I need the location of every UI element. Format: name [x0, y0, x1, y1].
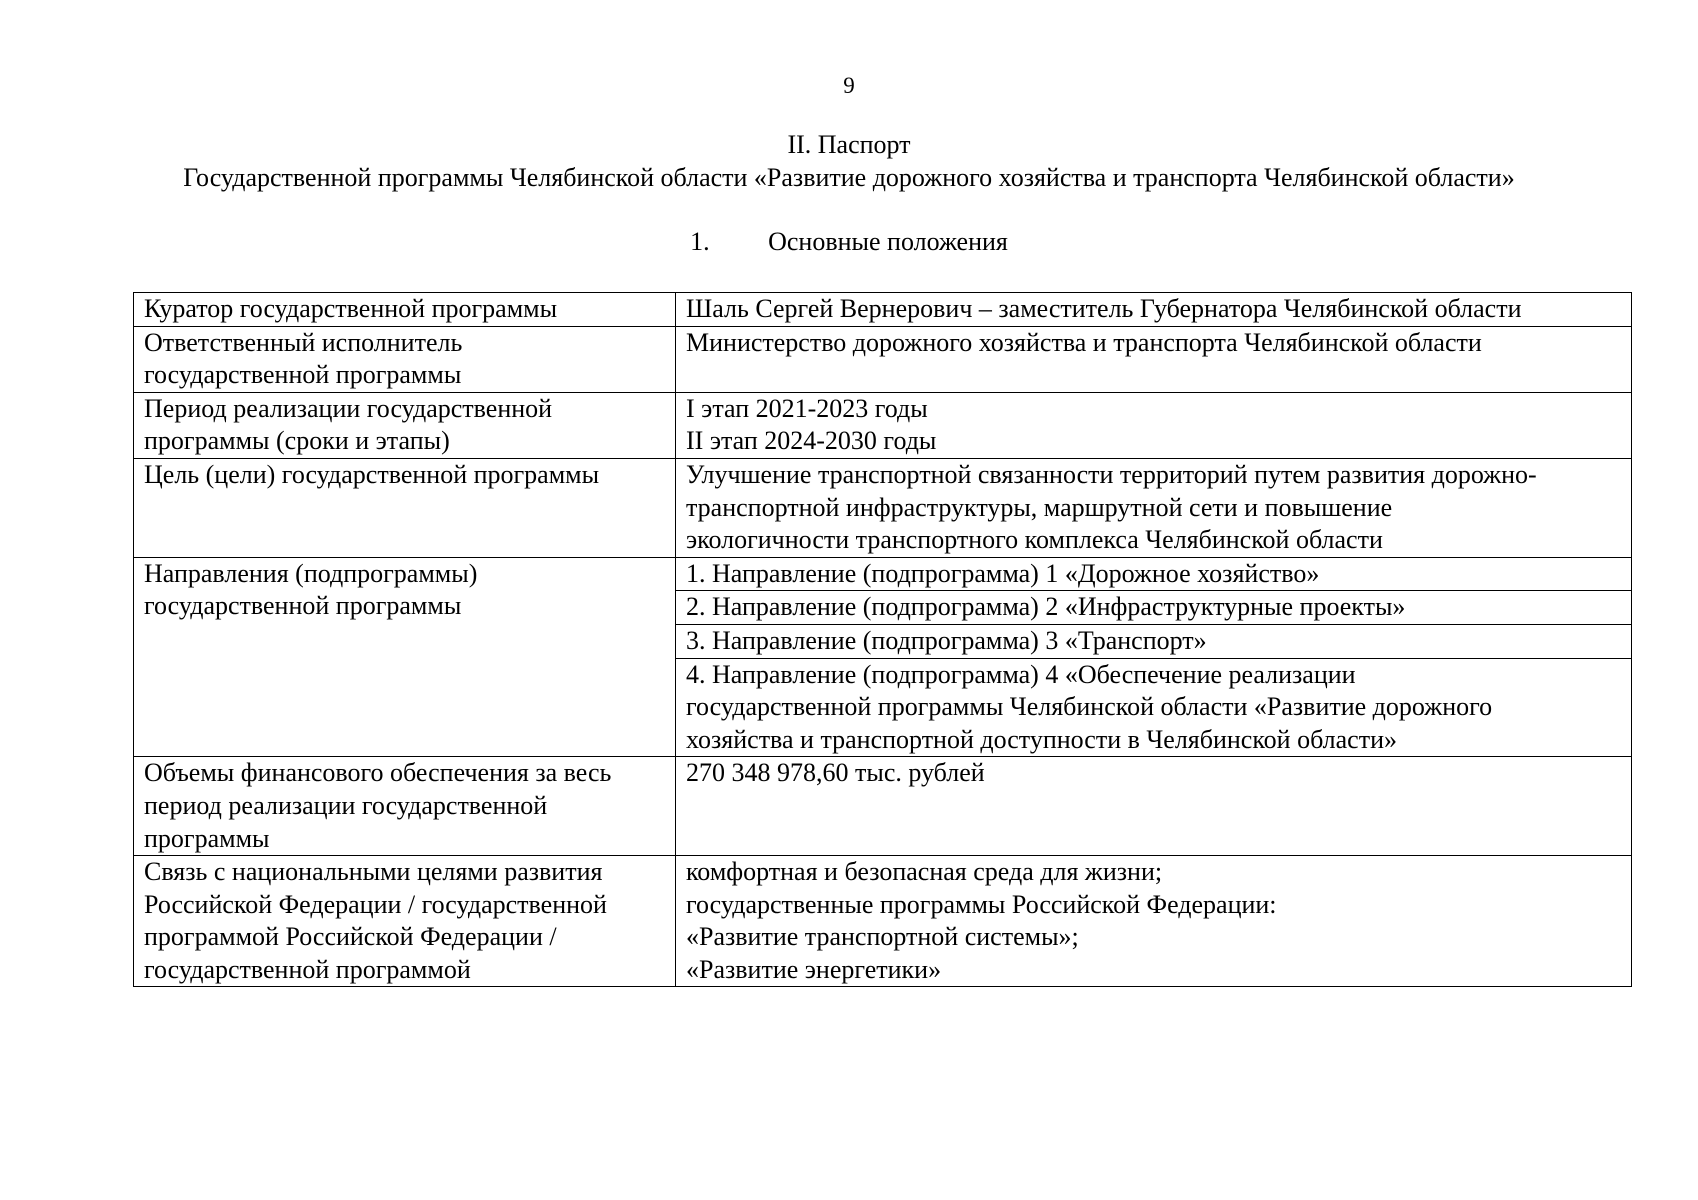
table-row: [134, 757, 1632, 856]
curator-value: Шаль Сергей Вернерович – заместитель Губернатора Челябинской области: [676, 293, 1632, 327]
table-row: [134, 458, 1632, 557]
section-title: Основные положения: [768, 227, 1008, 256]
passport-table: [133, 292, 1632, 987]
section-number: 1.: [690, 227, 710, 256]
curator-label: Куратор государственной программы: [134, 293, 676, 327]
period-value: I этап 2021-2023 годы II этап 2024-2030 годы: [676, 392, 1632, 458]
direction-3: 3. Направление (подпрограмма) 3 «Транспорт»: [676, 624, 1632, 658]
funding-label: Объемы финансового обеспечения за весь период реализации государственной программы: [134, 757, 676, 856]
goal-label: Цель (цели) государственной программы: [134, 458, 676, 557]
executor-value: Министерство дорожного хозяйства и транспорта Челябинской области: [676, 326, 1632, 392]
page-number: 9: [843, 73, 855, 98]
goal-value: Улучшение транспортной связанности территорий путем развития дорожно- транспортной инфраструктуры, маршрутной сети и повышение экологичности транспортного комплекса Челябинской области: [676, 458, 1632, 557]
links-value: комфортная и безопасная среда для жизни; государственные программы Российской Федерации: «Развитие транспортной системы»; «Развитие энергетики»: [676, 856, 1632, 987]
document-title: [0, 128, 1698, 194]
direction-4: 4. Направление (подпрограмма) 4 «Обеспечение реализации государственной программы Челябинской области «Развитие дорожного хозяйства и транспортной доступности в Челябинской области»: [676, 658, 1632, 757]
executor-label: Ответственный исполнитель государственной программы: [134, 326, 676, 392]
title-line-2: Государственной программы Челябинской области «Развитие дорожного хозяйства и транспорта Челябинской области»: [183, 163, 1515, 192]
direction-2: 2. Направление (подпрограмма) 2 «Инфраструктурные проекты»: [676, 591, 1632, 625]
table-row: [134, 557, 1632, 591]
title-line-1: II. Паспорт: [787, 130, 911, 159]
table-row: [134, 856, 1632, 987]
direction-1: 1. Направление (подпрограмма) 1 «Дорожное хозяйство»: [676, 557, 1632, 591]
period-label: Период реализации государственной программы (сроки и этапы): [134, 392, 676, 458]
funding-value: 270 348 978,60 тыс. рублей: [676, 757, 1632, 856]
links-label: Связь с национальными целями развития Российской Федерации / государственной программой Российской Федерации / государственной программой: [134, 856, 676, 987]
table-row: [134, 326, 1632, 392]
directions-label: Направления (подпрограммы) государственной программы: [134, 557, 676, 757]
section-heading: [0, 226, 1698, 258]
table-row: [134, 293, 1632, 327]
table-row: [134, 392, 1632, 458]
